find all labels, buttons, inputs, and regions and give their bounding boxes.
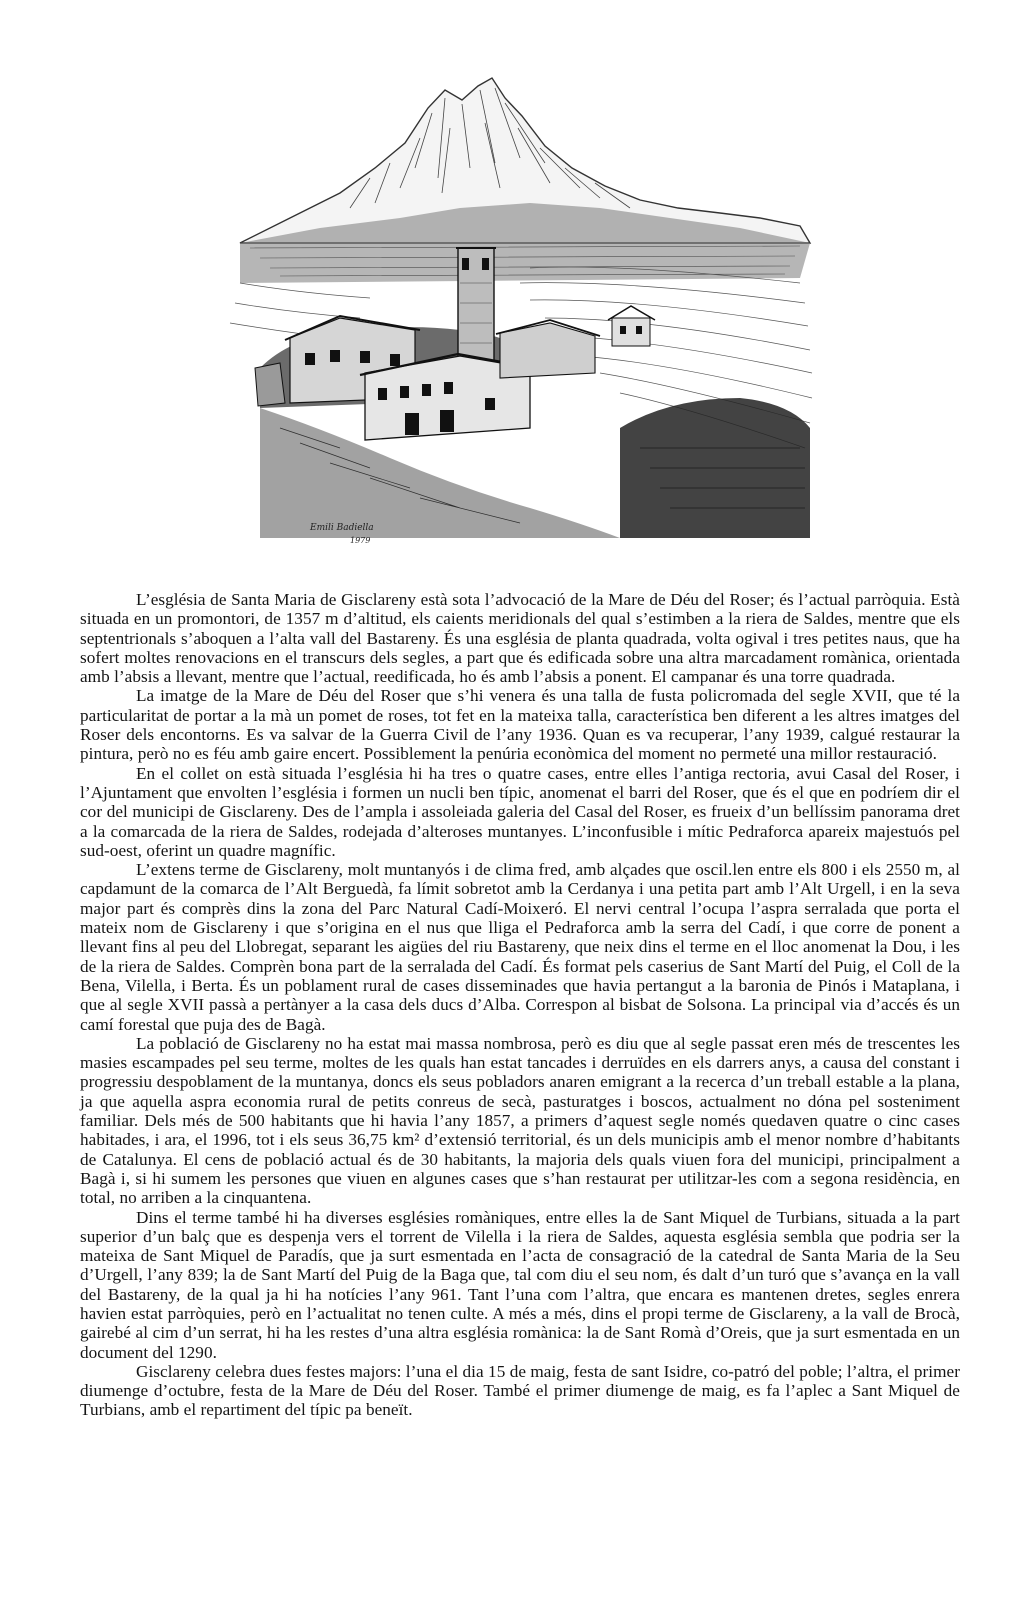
- paragraph-2: La imatge de la Mare de Déu del Roser que s’hi venera és una talla de fusta policromada del segle XVII, que té la particularitat de portar a la mà un pomet de roses, tot fet en la mateixa talla, característica ben diferent a les altres imatges del Roser dels encontorns. Es va salvar de la Guerra Civil de l’any 1936. Quan es va recuperar, l’any 1939, calgué restaurar la pintura, però no es féu amb gaire encert. Possiblement la penúria econòmica del moment no permeté una millor restauració.: [80, 686, 960, 764]
- drawing-svg: [200, 68, 840, 568]
- distant-house: [608, 306, 655, 346]
- paragraph-5: La població de Gisclareny no ha estat mai massa nombrosa, però es diu que al segle passat eren més de trescentes les masies escampades pel seu terme, moltes de les quals han estat tancades i derruïdes en els darrers anys, a causa del constant i progressiu despoblament de la muntanya, doncs els seus pobladors anaren emigrant a la recerca d’un treball estable a la plana, ja que aquella aspra economia rural de petits conreus de secà, pasturatges i boscos, actualment no dóna pel sosteniment familiar. Dels més de 500 habitants que hi havia l’any 1857, a primers d’aquest segle només quedaven quatre o cinc cases habitades, i ara, el 1996, tot i els seus 36,75 km² d’extensió territorial, és un dels municipis amb el menor nombre d’habitants de Catalunya. El cens de població actual és de 30 habitants, la majoria dels quals viuen fora del municipi, principalment a Bagà i, si hi sumem les persones que viuen en algunes cases que s’han restaurat per utilitzar-les com a segona residència, en total, no arriben a la cinquantena.: [80, 1033, 960, 1208]
- artist-signature-year: 1979: [350, 536, 371, 545]
- artist-signature: Emili Badiella: [310, 523, 374, 533]
- village-ink-drawing: [200, 68, 840, 568]
- ruin: [255, 363, 285, 406]
- church: [496, 320, 600, 378]
- article-body: [80, 590, 960, 1420]
- paragraph-3: En el collet on està situada l’església hi ha tres o quatre cases, entre elles l’antiga rectoria, avui Casal del Roser, i l’Ajuntament que envolten l’església i formen un nucli ben típic, anomenat el barri del Roser, que és el que en podríem dir el cor del municipi de Gisclareny. Des de l’ampla i assoleiada galeria del Casal del Roser, es frueix d’un bellíssim panorama dret a la comarcada de la riera de Saldes, rodejada d’alteroses muntanyes. L’inconfusible i mític Pedraforca apareix majestuós pel sud-oest, oferint un quadre magnífic.: [80, 763, 960, 860]
- paragraph-6: Dins el terme també hi ha diverses esglésies romàniques, entre elles la de Sant Miquel de Turbians, situada a la part superior d’un balç que es despenja vers el torrent de Vilella i la riera de Saldes, aquesta església sembla que podria ser la mateixa de Sant Miquel de Paradís, que ja surt esmentada en l’acta de consagració de la catedral de Santa Maria de la Seu d’Urgell, l’any 839; la de Sant Martí del Puig de la Baga que, tal com diu el seu nom, és dalt d’un turó que s’avança en la vall del Bastareny, de la qual ja hi ha notícies l’any 961. Tant l’una com l’altra, que encara es mantenen dretes, segles enrera havien estat parròquies, però en l’actualitat no tenen culte. A més a més, dins el propi terme de Gisclareny, a la vall de Brocà, gairebé al cim d’un serrat, hi ha les restes d’una altra església romànica: la de Sant Romà d’Oreis, que ja surt esmentada en un document del 1290.: [80, 1207, 960, 1362]
- paragraph-4: L’extens terme de Gisclareny, molt muntanyós i de clima fred, amb alçades que oscil.len entre els 800 i els 2550 m, al capdamunt de la comarca de l’Alt Berguedà, fa límit sobretot amb la Cerdanya i una petita part amb l’Alt Urgell, i en la seva major part és comprès dins la zona del Parc Natural Cadí-Moixeró. El nervi central l’ocupa l’aspra serralada que porta el mateix nom de Gisclareny i que s’origina en el nus que lliga el Pedraforca amb la serra del Cadí, i que corre de ponent a llevant fins al peu del Llobregat, separant les aigües del riu Bastareny, que neix dins el terme en el lloc anomenat la Dou, i les de la riera de Saldes. Comprèn bona part de la serralada del Cadí. És format pels caserius de Sant Martí del Puig, el Coll de la Bena, Vilella, i Berta. És un poblament rural de cases disseminades que havia pertangut a la baronia de Pinós i Mataplana, i que al segle XVII passà a pertànyer a la casa dels ducs d’Alba. Correspon al bisbat de Solsona. La principal via d’accés és un camí forestal que puja des de Bagà.: [80, 860, 960, 1034]
- paragraph-1: L’església de Santa Maria de Gisclareny està sota l’advocació de la Mare de Déu del Roser; és l’actual parròquia. Està situada en un promontori, de 1357 m d’altitud, els caients meridionals del qual s’estimben a la riera de Saldes, mentre que els septentrionals s’aboquen a l’alta vall del Bastareny. És una església de planta quadrada, volta ogival i tres petites naus, que ha sofert moltes renovacions en el transcurs dels segles, a part que és edificada sobre una altra marcadament romànica, orientada amb l’absis a llevant, mentre que l’actual, reedificada, ho és amb l’absis a ponent. El campanar és una torre quadrada.: [80, 590, 960, 687]
- bell-tower: [456, 248, 496, 368]
- paragraph-7: Gisclareny celebra dues festes majors: l’una el dia 15 de maig, festa de sant Isidre, co-patró del poble; l’altra, el primer diumenge d’octubre, festa de la Mare de Déu del Roser. També el primer diumenge de maig, es fa l’aplec a Sant Miquel de Turbians, amb el repartiment del típic pa beneït.: [80, 1361, 960, 1420]
